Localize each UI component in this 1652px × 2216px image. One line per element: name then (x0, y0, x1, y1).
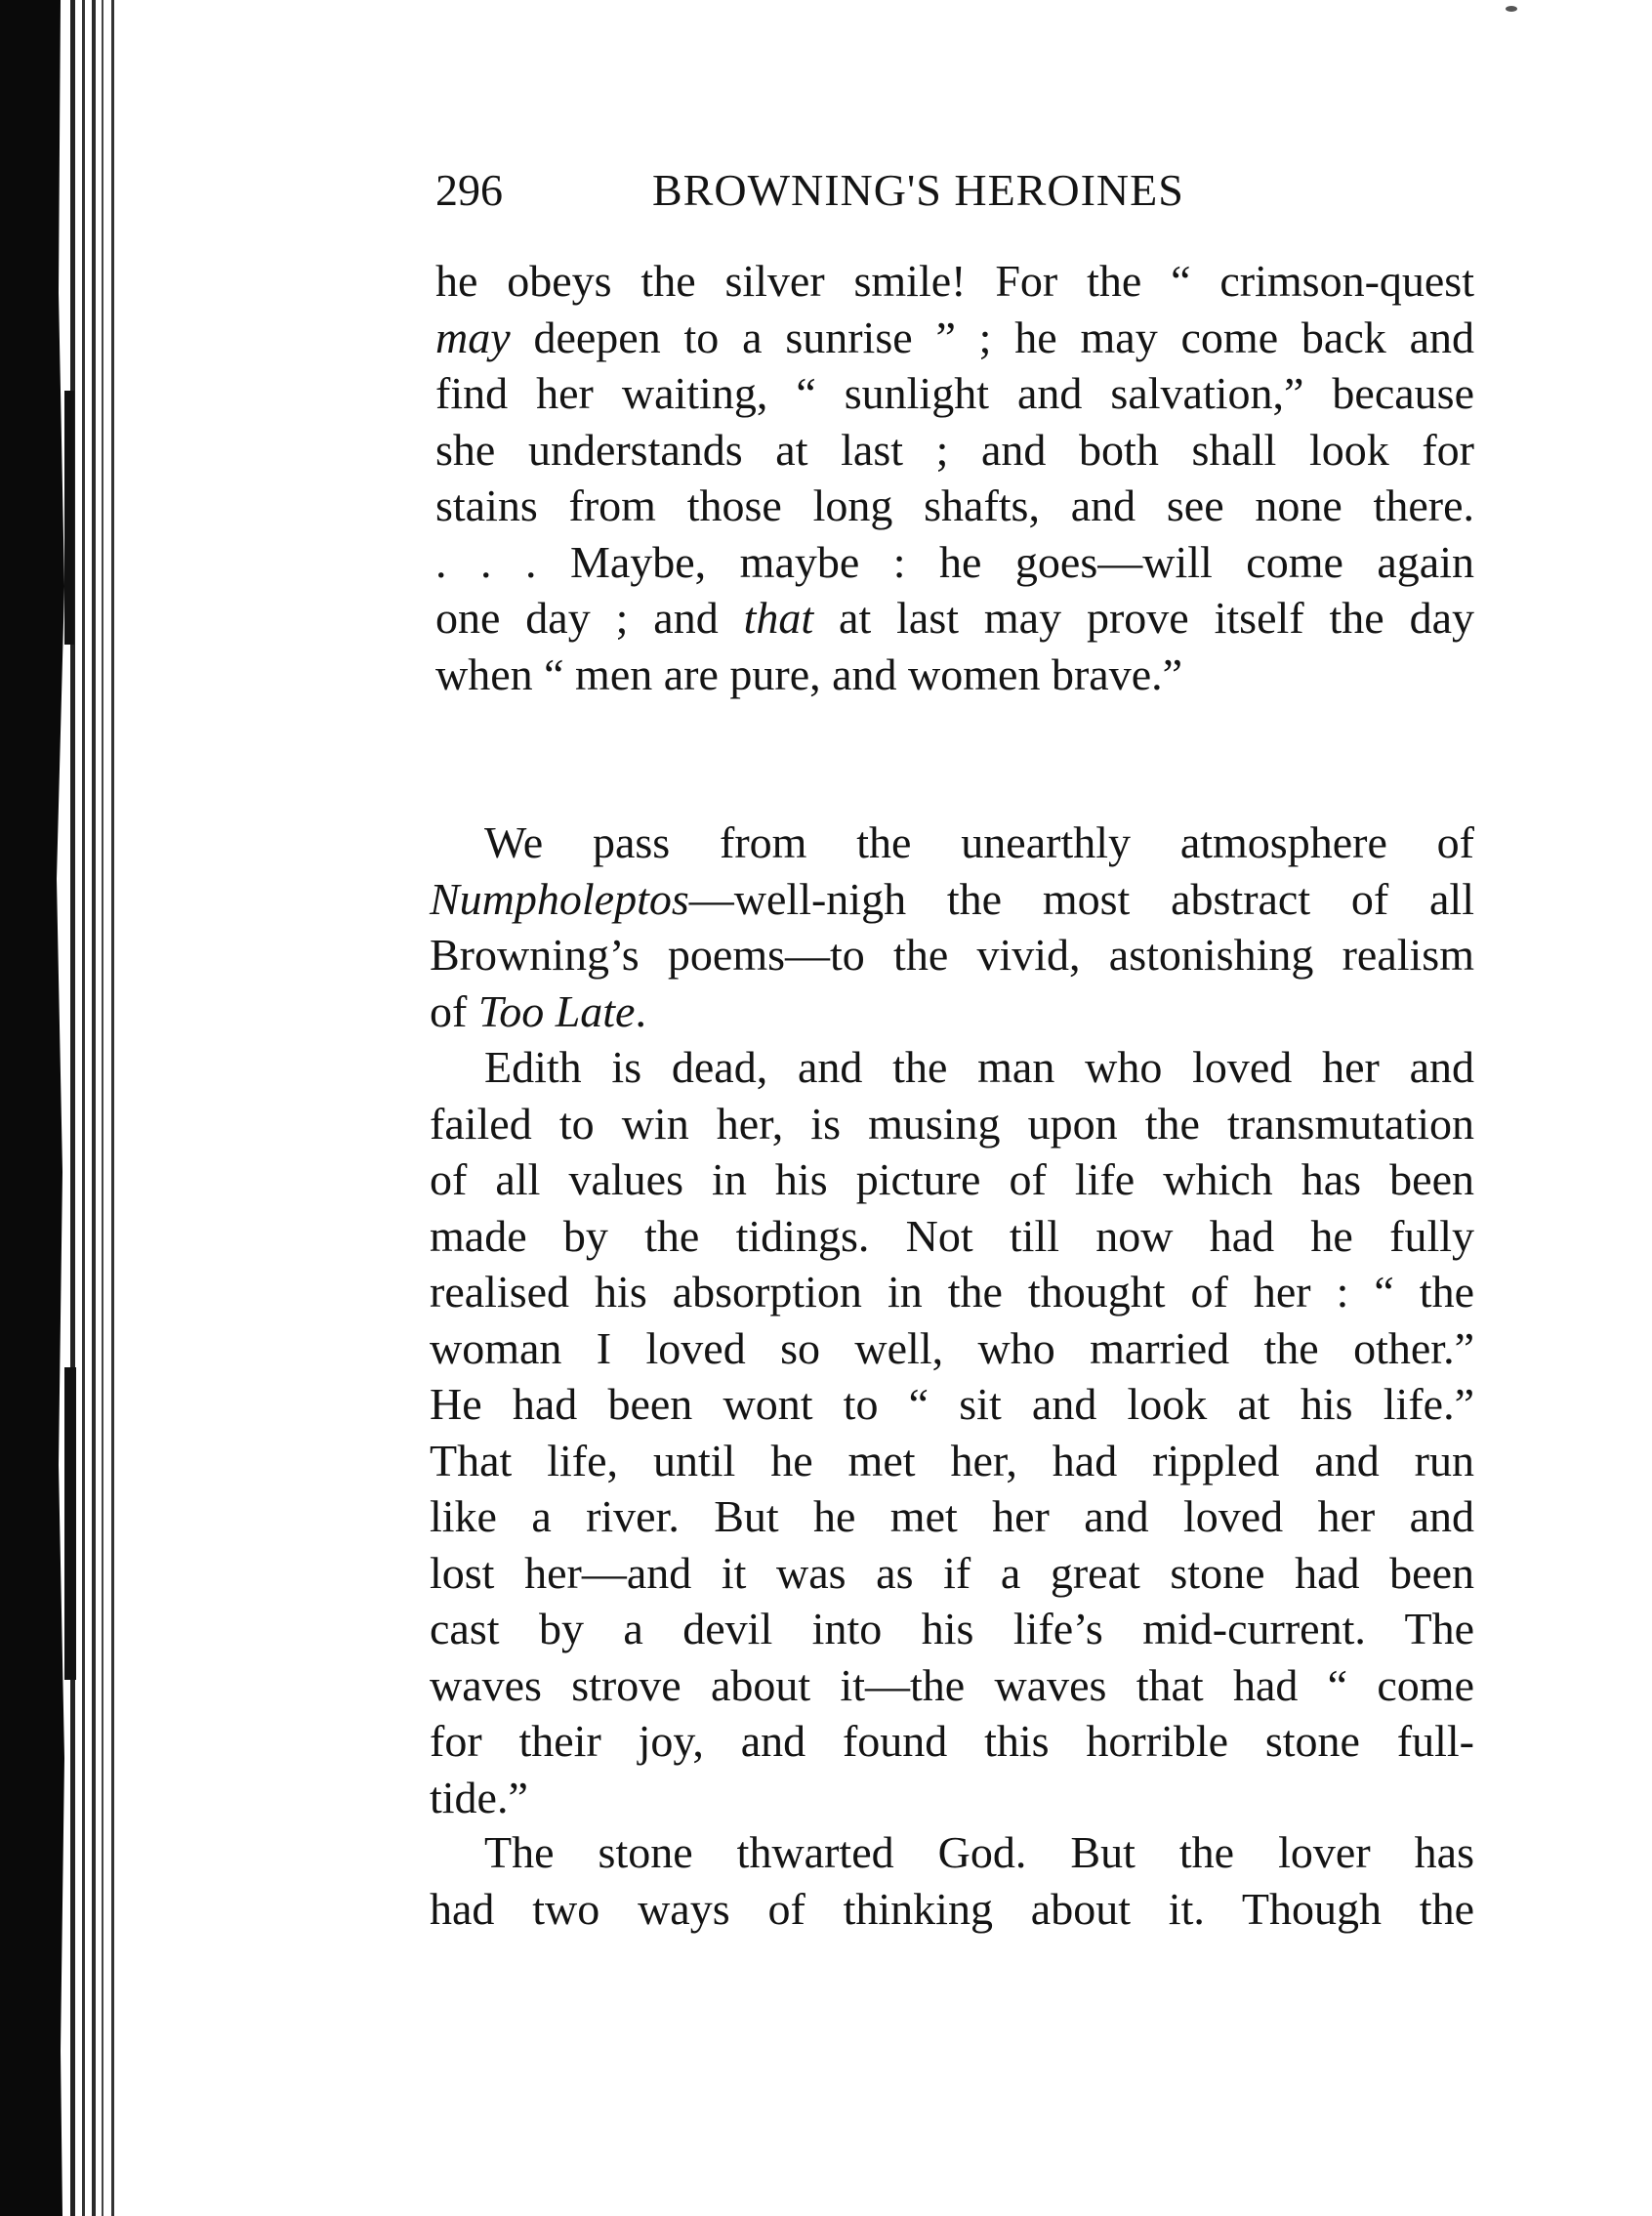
italic-word: Numpholeptos (430, 873, 689, 924)
text-line: He had been wont to “ sit and look at his life.” (430, 1379, 1474, 1429)
text-line: of all values in his picture of life which has been (430, 1154, 1474, 1204)
text-line: tide.” (430, 1772, 528, 1822)
italic-word: that (743, 593, 814, 643)
text-line: failed to win her, is musing upon the transmutation (430, 1098, 1474, 1149)
text-line: Browning’s poems—to the vivid, astonishing realism (430, 930, 1474, 980)
text-line: of Too Late. (430, 985, 646, 1036)
text-line: stains from those long shafts, and see none there. (435, 481, 1474, 530)
text-line: Numpholeptos—well-nigh the most abstract of all (430, 873, 1474, 924)
scan-speck (1506, 6, 1517, 12)
italic-word: may (435, 312, 511, 362)
text-line: lost her—and it was as if a great stone had been (430, 1547, 1474, 1598)
text-line: for their joy, and found this horrible stone full- (430, 1716, 1474, 1766)
text-line: woman I loved so well, who married the other.” (430, 1322, 1474, 1373)
text-line: may deepen to a sunrise ” ; he may come back and (435, 312, 1474, 362)
running-title: BROWNING'S HEROINES (652, 165, 1184, 215)
paragraph-too-late-intro (430, 815, 1474, 1039)
text-line: find her waiting, “ sunlight and salvation,” because (435, 368, 1474, 418)
italic-word: Too Late (477, 985, 636, 1036)
text-line: she understands at last ; and both shall look for (435, 424, 1474, 475)
text-line: The stone thwarted God. But the lover has (484, 1827, 1474, 1877)
paragraph-stone (430, 1824, 1474, 1937)
paragraph-continuation (435, 253, 1474, 702)
text-line: waves strove about it—the waves that had “ come (430, 1659, 1474, 1710)
text-line: he obeys the silver smile! For the “ crimson-quest (435, 256, 1474, 306)
text-line: had two ways of thinking about it. Though the (430, 1883, 1474, 1934)
text-line: That life, until he met her, had rippled and run (430, 1435, 1474, 1485)
paragraph-edith (430, 1039, 1474, 1825)
text-line: made by the tidings. Not till now had he fully (430, 1210, 1474, 1261)
text-line: . . . Maybe, maybe : he goes—will come again (435, 536, 1474, 587)
page-number: 296 (435, 165, 503, 215)
binding-shadow (0, 0, 122, 2216)
text-line: cast by a devil into his life’s mid-current. The (430, 1604, 1474, 1653)
text-line: like a river. But he met her and loved her and (430, 1491, 1474, 1541)
text-line: when “ men are pure, and women brave.” (435, 648, 1183, 699)
text-line: one day ; and that at last may prove itself the day (435, 593, 1474, 643)
text-line: realised his absorption in the thought of her : “ the (430, 1267, 1474, 1317)
text-line: We pass from the unearthly atmosphere of (484, 817, 1474, 867)
text-line: Edith is dead, and the man who loved her and (484, 1042, 1474, 1092)
